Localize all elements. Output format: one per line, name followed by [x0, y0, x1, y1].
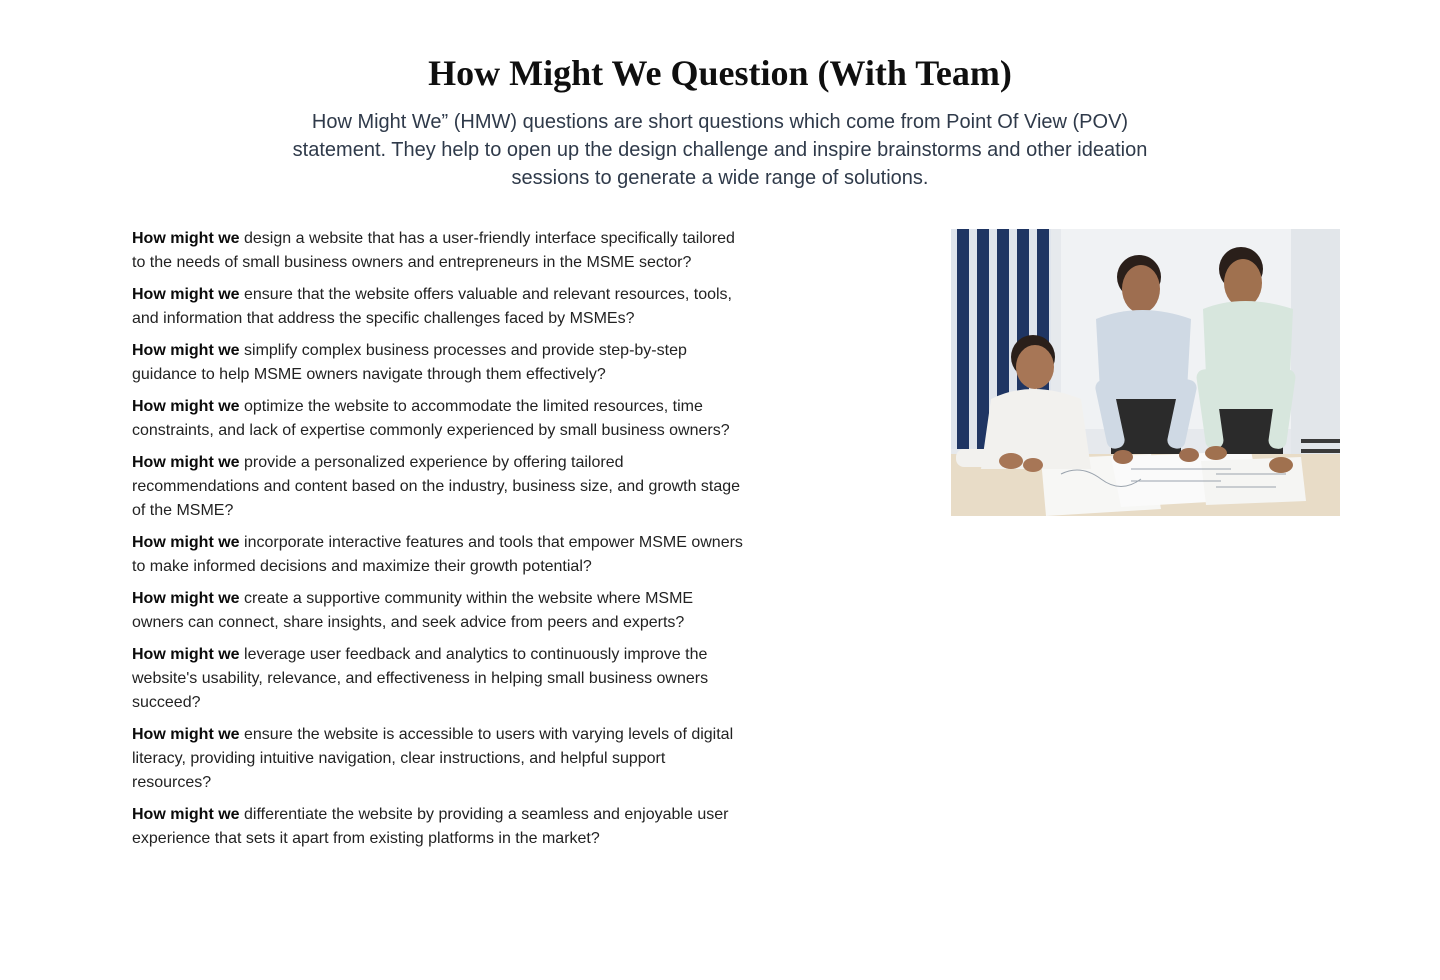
hmw-lead: How might we — [132, 726, 240, 743]
hmw-question-text: differentiate the website by providing a seamless and enjoyable user experience that sets it apart from existing platforms in the market? — [132, 806, 729, 847]
hmw-question-text: design a website that has a user-friendly interface specifically tailored to the needs of small business owners and entrepreneurs in the MSME sector? — [132, 230, 735, 271]
hmw-lead: How might we — [132, 342, 240, 359]
hmw-lead: How might we — [132, 534, 240, 551]
hmw-question-item — [132, 339, 744, 387]
hmw-question-text: create a supportive community within the website where MSME owners can connect, share insights, and seek advice from peers and experts? — [132, 590, 694, 631]
hmw-question-text: simplify complex business processes and provide step-by-step guidance to help MSME owners navigate through them effectively? — [132, 342, 687, 383]
hmw-lead: How might we — [132, 286, 240, 303]
team-photo — [951, 229, 1340, 516]
hmw-question-item — [132, 451, 744, 523]
hmw-question-text: leverage user feedback and analytics to continuously improve the website's usability, relevance, and effectiveness in helping small business owners succeed? — [132, 646, 709, 711]
hmw-question-text: optimize the website to accommodate the limited resources, time constraints, and lack of expertise commonly experienced by small business owners? — [132, 398, 730, 439]
hmw-question-text: ensure the website is accessible to users with varying levels of digital literacy, providing intuitive navigation, clear instructions, and helpful support resources? — [132, 726, 734, 791]
hmw-question-item — [132, 587, 744, 635]
hmw-question-list — [132, 227, 744, 859]
hmw-question-item — [132, 643, 744, 715]
hmw-lead: How might we — [132, 646, 240, 663]
hmw-question-item — [132, 227, 744, 275]
hmw-lead: How might we — [132, 398, 240, 415]
hmw-lead: How might we — [132, 806, 240, 823]
page-subtitle: How Might We” (HMW) questions are short questions which come from Point Of View (POV) statement. They help to open up the design challenge and inspire brainstorms and other ideation sessions to generate a wide range of solutions. — [292, 111, 1148, 189]
hmw-lead: How might we — [132, 454, 240, 471]
hmw-lead: How might we — [132, 590, 240, 607]
hmw-question-item — [132, 395, 744, 443]
hmw-question-item — [132, 723, 744, 795]
hmw-question-item — [132, 283, 744, 331]
hmw-question-item — [132, 803, 744, 851]
hmw-lead: How might we — [132, 230, 240, 247]
team-photo-illustration — [951, 229, 1340, 516]
hmw-question-text: incorporate interactive features and tools that empower MSME owners to make informed decisions and maximize their growth potential? — [132, 534, 743, 575]
hmw-question-text: provide a personalized experience by offering tailored recommendations and content based on the industry, business size, and growth stage of the MSME? — [132, 454, 741, 519]
hmw-question-text: ensure that the website offers valuable and relevant resources, tools, and information that address the specific challenges faced by MSMEs? — [132, 286, 732, 327]
page-title: How Might We Question (With Team) — [428, 53, 1012, 93]
hmw-question-item — [132, 531, 744, 579]
